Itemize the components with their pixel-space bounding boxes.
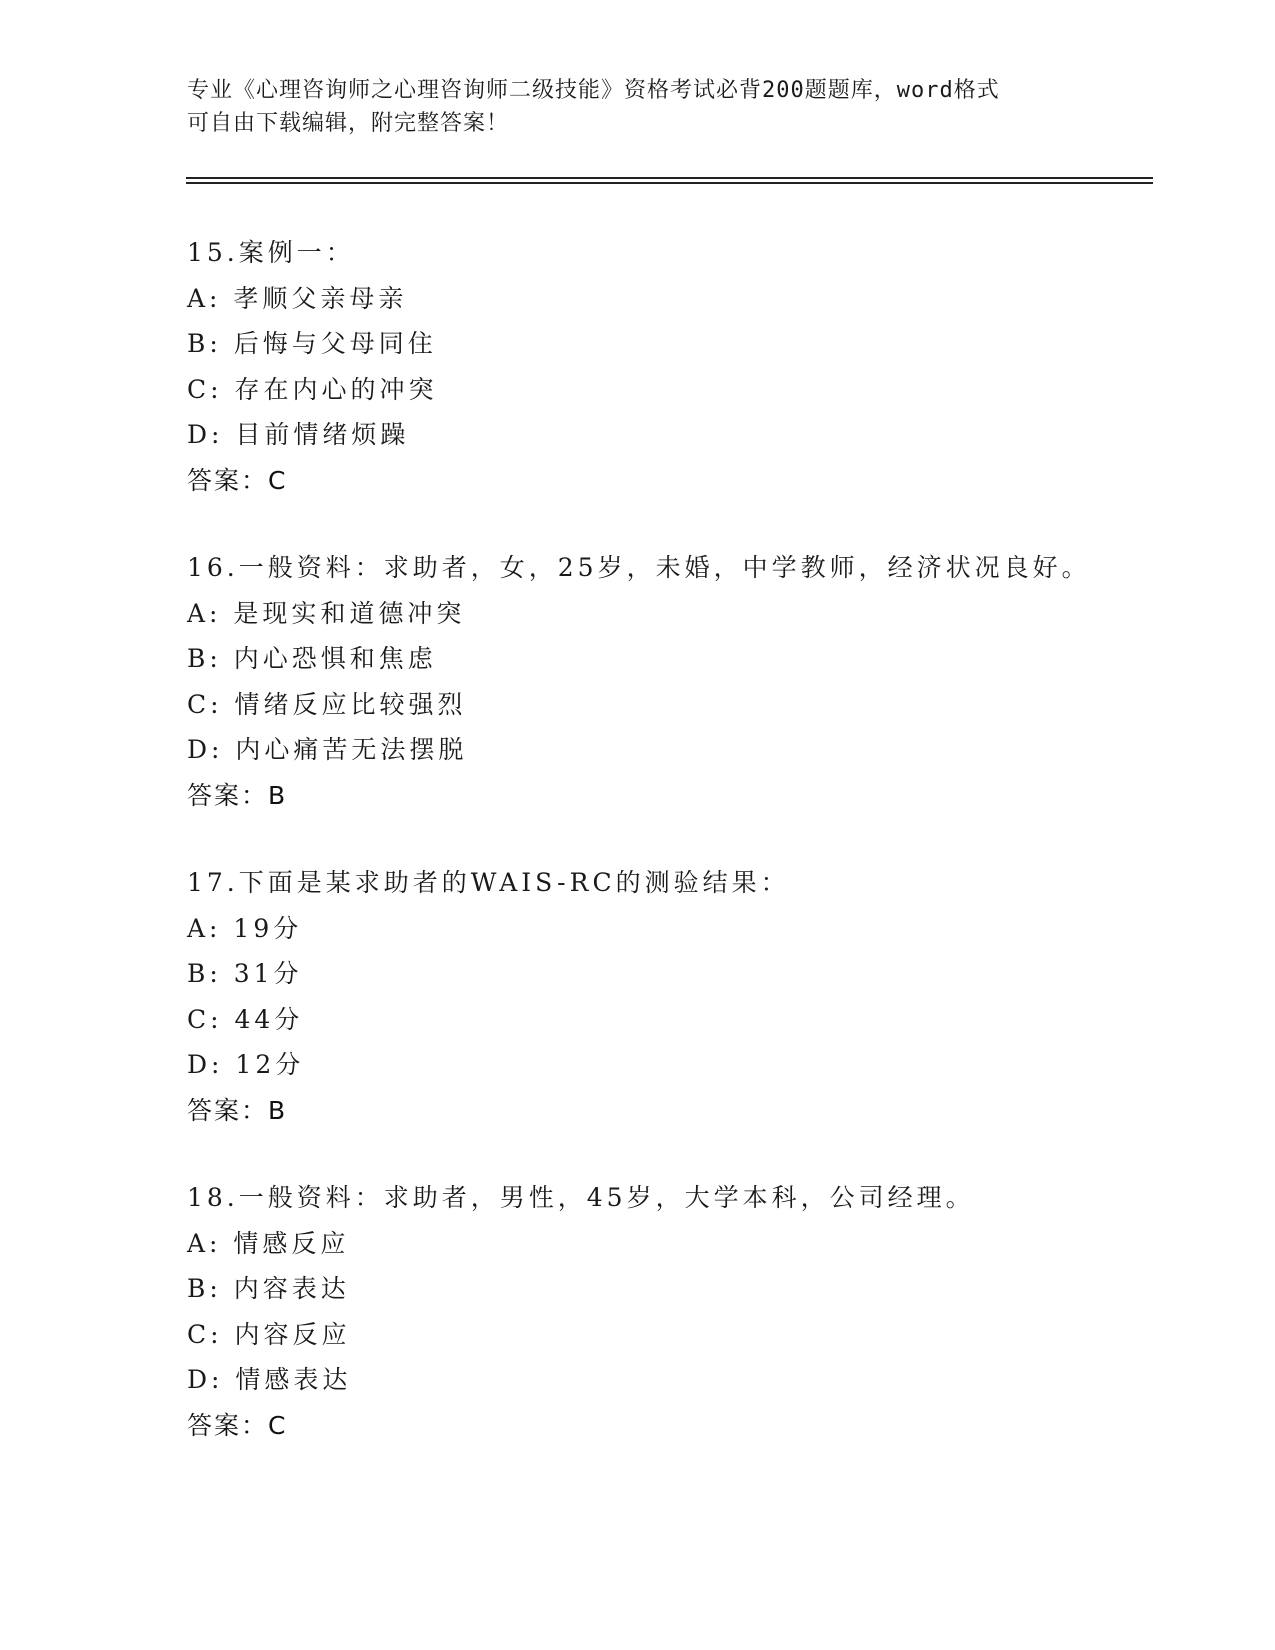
option-c: C: 内容反应 — [187, 1319, 351, 1349]
question-stem: 15.案例一： — [187, 238, 355, 267]
option-d: D: 目前情绪烦躁 — [187, 420, 410, 449]
header-divider-top — [186, 177, 1153, 179]
option-b: B: 内容表达 — [187, 1274, 350, 1303]
option-c: C: 44分 — [187, 1004, 304, 1034]
option-d: D: 12分 — [187, 1050, 305, 1079]
question-stem: 17.下面是某求助者的WAIS-RC的测验结果： — [187, 868, 790, 897]
header-line-2: 可自由下载编辑，附完整答案！ — [187, 111, 510, 136]
option-d: D: 情感表达 — [187, 1365, 352, 1394]
option-a: A: 是现实和道德冲突 — [187, 598, 466, 628]
option-a: A: 孝顺父亲母亲 — [187, 283, 408, 313]
option-b: B: 后悔与父母同住 — [187, 329, 437, 358]
document-header — [187, 74, 1087, 140]
option-c: C: 情绪反应比较强烈 — [187, 689, 467, 719]
answer: 答案：B — [187, 1095, 288, 1125]
answer: 答案：B — [187, 780, 288, 810]
question-stem: 16.一般资料：求助者，女，25岁，未婚，中学教师，经济状况良好。 — [187, 553, 1091, 582]
answer: 答案：C — [187, 465, 288, 495]
question-16 — [187, 545, 1147, 818]
option-d: D: 内心痛苦无法摆脱 — [187, 735, 468, 764]
answer: 答案：C — [187, 1410, 288, 1440]
option-b: B: 内心恐惧和焦虑 — [187, 644, 437, 673]
header-line-1: 专业《心理咨询师之心理咨询师二级技能》资格考试必背200题题库，word格式 — [187, 78, 1000, 103]
header-divider-bottom — [186, 182, 1153, 184]
option-a: A: 情感反应 — [187, 1228, 350, 1258]
question-17 — [187, 860, 1147, 1133]
question-stem: 18.一般资料：求助者，男性，45岁，大学本科，公司经理。 — [187, 1183, 975, 1212]
question-18 — [187, 1175, 1147, 1448]
option-c: C: 存在内心的冲突 — [187, 374, 438, 404]
question-15 — [187, 230, 1147, 503]
option-b: B: 31分 — [187, 959, 303, 988]
option-a: A: 19分 — [187, 913, 303, 943]
